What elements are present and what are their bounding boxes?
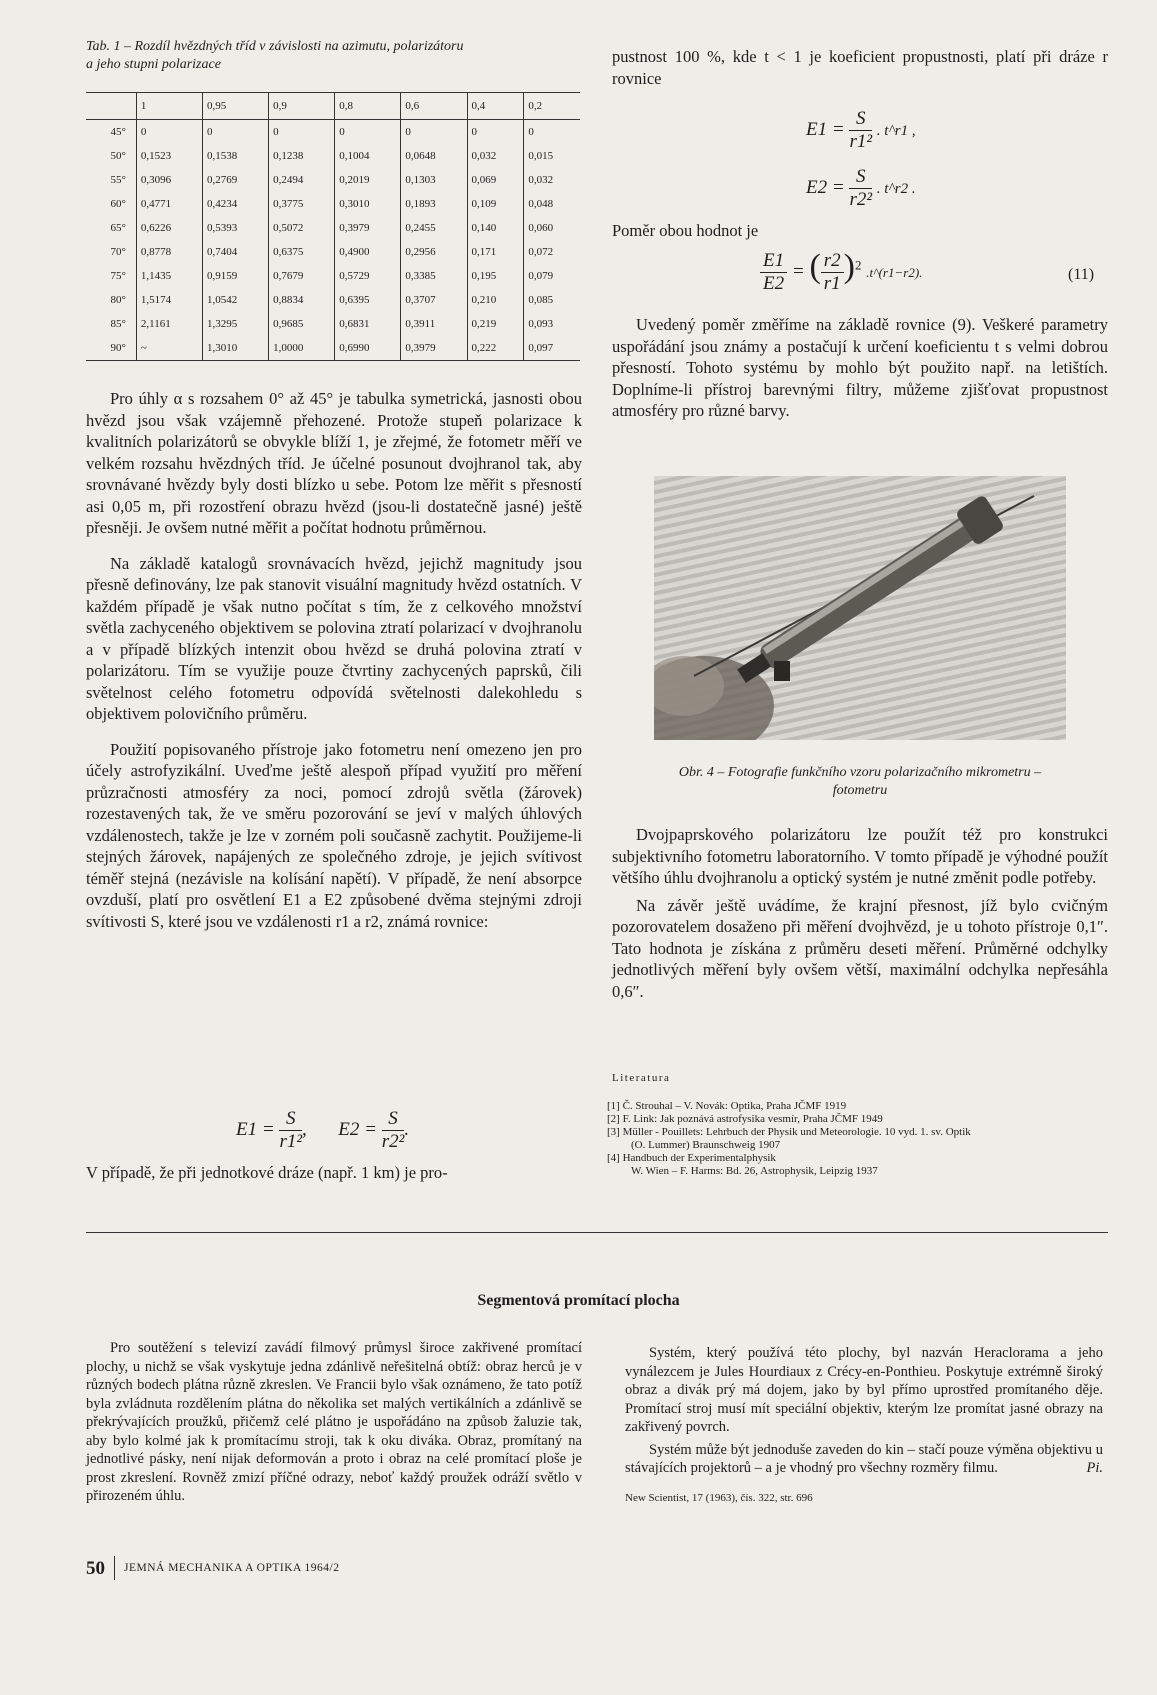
literature-item: [4] Handbuch der Experimentalphysik (607, 1152, 776, 1164)
table-header-cell: 0,4 (467, 93, 524, 120)
literature-item: [2] F. Link: Jak poznává astrofysika vesmír, Praha JČMF 1949 (607, 1113, 883, 1125)
table-cell: 0,210 (467, 288, 524, 312)
table-cell: 0,5072 (269, 216, 335, 240)
eq2-den: r2² (849, 189, 873, 210)
table-cell: 0,1004 (335, 144, 401, 168)
equation-illuminance (236, 1108, 476, 1160)
journal-name: JEMNÁ MECHANIKA A OPTIKA 1964/2 (124, 1562, 340, 1574)
table-cell: 0,3010 (335, 192, 401, 216)
table-cell: 0,9685 (269, 312, 335, 336)
table-row-label: 70° (110, 246, 126, 258)
table-row-label: 45° (110, 126, 126, 138)
table-cell: 0 (524, 120, 580, 145)
table-cell: 0,195 (467, 264, 524, 288)
table-cell: 0,3911 (401, 312, 467, 336)
eq-e1-lhs: E1 = (236, 1118, 275, 1140)
left-paragraph-3: Použití popisovaného přístroje jako fotometru není omezeno jen pro účely astrofyzikální. Uveďme ještě alespoň případ využití pro měření průzračnosti atmosféry za noci, pomocí zdrojů světla (žárovek) rozestavených tak, že ve směru pozorování se jeví v malých úhlových vzdálenostech, takže je lze v zorném poli současně zachytit. Použijeme-li stejných žárovek, napájených ze společného zdroje, je jejich svítivost téměř stejná (nezávisle na kolísání napětí). V případě, že není absorpce ovzduší, platí pro osvětlení E1 a E2 způsobené dvěma stejnými zdroji svítivosti S, které jsou ve vzdálenosti r1 a r2, známá rovnice: (86, 739, 582, 931)
table-cell: 1,1435 (136, 264, 202, 288)
table-header-cell: 0,95 (203, 93, 269, 120)
eq3-lhs-num: E1 (760, 250, 787, 273)
right-paragraph-3: Uvedený poměr změříme na základě rovnice (9). Veškeré parametry uspořádání jsou známy a postačují k určení koeficientu t s velmi dobrou přesností. Tohoto systému by mohlo být použito např. na letištích. Doplníme-li přístroj barevnými filtry, můžeme zjišťovat propustnost atmosféry pro různé barvy. (612, 315, 1108, 420)
eq1-num: S (849, 108, 872, 131)
equation-e2 (806, 166, 1046, 211)
table-cell: 0,6990 (335, 336, 401, 360)
table-cell: 0,219 (467, 312, 524, 336)
page-number: 50 (86, 1558, 105, 1579)
table-cell: 0,032 (524, 168, 580, 192)
table-header-row (86, 93, 580, 120)
table-cell: 0,3707 (401, 288, 467, 312)
article-source: New Scientist, 17 (1963), čís. 322, str. 696 (625, 1491, 813, 1504)
table-cell: 0,060 (524, 216, 580, 240)
equation-e1 (806, 108, 1046, 153)
table-cell: 1,3295 (203, 312, 269, 336)
table-cell: 0,4234 (203, 192, 269, 216)
table-body (86, 120, 580, 361)
eq-period: . (404, 1118, 410, 1140)
table-cell: 0,093 (524, 312, 580, 336)
table-cell: 0,048 (524, 192, 580, 216)
table-row-label: 85° (110, 318, 126, 330)
table-cell: 0,1538 (203, 144, 269, 168)
separator-rule (86, 1232, 1108, 1233)
table-cell: 1,5174 (136, 288, 202, 312)
figure-caption-line1: Obr. 4 – Fotografie funkčního vzoru polarizačního mikrometru – (678, 765, 1042, 780)
table-row (86, 216, 580, 240)
table-row (86, 312, 580, 336)
eq-e2-den: r2² (381, 1131, 405, 1152)
left-paragraph-1: Pro úhly α s rozsahem 0° až 45° je tabulka symetrická, jasnosti obou hvězd jsou však vzájemně přehozené. Protože stupeň polarizace k kvalitních polarizátorů se obvykle blíží 1, je zřejmé, že fotometr měří ve velkém rozsahu hvězdných tříd. Je účelné posunout dvojhranol tak, aby srovnávané hvězdy byly dosti blízko u sebe. Potom lze měřit s přesností asi 0,05 m, při rozostření obrazu hvězd (jsou-li dostatečně jasné) ještě přesněji. Je ovšem nutné měřit a počítat hodnotu průměrnou. (86, 389, 582, 537)
table-cell: 0,072 (524, 240, 580, 264)
table-row-label: 80° (110, 294, 126, 306)
article-right-paragraph-2-text: Systém může být jednoduše zaveden do kin – stačí pouze výměna objektivu u stávajících projektorů – a je vhodný pro všechny rozměry filmu. (625, 1441, 1103, 1476)
table-row-label: 50° (110, 150, 126, 162)
literature-item: W. Wien – F. Harms: Bd. 26, Astrophysik, Leipzig 1937 (631, 1165, 878, 1177)
article-right-column (625, 1344, 1103, 1504)
literature-item: [1] Č. Strouhal – V. Novák: Optika, Praha JČMF 1919 (607, 1100, 847, 1112)
table-cell: 0,6375 (269, 240, 335, 264)
table-row-label: 65° (110, 222, 126, 234)
eq3-tail: .t^(r1−r2). (866, 265, 923, 280)
eq1-den: r1² (849, 131, 873, 152)
eq-e1-num: S (279, 1108, 302, 1131)
table-cell: 1,0542 (203, 288, 269, 312)
table-cell: 0,4900 (335, 240, 401, 264)
table-cell: 0,2494 (269, 168, 335, 192)
table-cell: 0,1893 (401, 192, 467, 216)
figure-photo (654, 476, 1066, 740)
table-cell: ~ (136, 336, 202, 360)
eq2-num: S (849, 166, 872, 189)
table-row-label: 55° (110, 174, 126, 186)
table-cell: 0,2769 (203, 168, 269, 192)
equation-number: (11) (1068, 266, 1095, 283)
right-paragraph-4: Dvojpaprskového polarizátoru lze použít též pro konstrukci subjektivního fotometru laboratorního. V tomto případě je výhodné použít většího úhlu dvojhranolu a optický systém je nutné změnit podle potřeby. (612, 825, 1108, 887)
left-column (86, 388, 582, 932)
table-cell: 0 (136, 120, 202, 145)
table-cell: 0 (401, 120, 467, 145)
table-cell: 0,6226 (136, 216, 202, 240)
data-table (86, 93, 580, 360)
table-caption-line2: a jeho stupni polarizace (86, 57, 221, 72)
table-header-cell: 1 (136, 93, 202, 120)
table-cell: 0,015 (524, 144, 580, 168)
table-cell: 0,8778 (136, 240, 202, 264)
table-row-label: 90° (110, 342, 126, 354)
table-row (86, 168, 580, 192)
table-row-label: 75° (110, 270, 126, 282)
right-lower-text (612, 824, 1108, 1002)
literature-list (607, 1100, 1107, 1178)
table-cell: 0,079 (524, 264, 580, 288)
eq2-tail: . t^r2 . (876, 180, 916, 197)
table-header-cell (86, 93, 136, 120)
eq3-equals: = (791, 261, 805, 282)
table-header-cell: 0,9 (269, 93, 335, 120)
literature-item: (O. Lummer) Braunschweig 1907 (631, 1139, 781, 1151)
table-cell: 0,3979 (401, 336, 467, 360)
equation-ratio: $\frac{E1}{E2}$ = ( $\frac{r2}{r1}$ )$^2$ .t^(r1−r2). (760, 248, 1060, 295)
table-cell: 0,1238 (269, 144, 335, 168)
footer-divider (114, 1556, 115, 1580)
table-cell: 0,5393 (203, 216, 269, 240)
table-cell: 0,3979 (335, 216, 401, 240)
eq-e2-num: S (382, 1108, 405, 1131)
table-header-cell: 0,2 (524, 93, 580, 120)
table-cell: 0,222 (467, 336, 524, 360)
right-paragraph-2: Poměr obou hodnot je (612, 221, 759, 240)
table-header-cell: 0,8 (335, 93, 401, 120)
table-cell: 0,6395 (335, 288, 401, 312)
eq3-lhs-den: E2 (763, 273, 785, 295)
table-row (86, 240, 580, 264)
article-left-paragraph: Pro soutěžení s televizí zavádí filmový průmysl široce zakřivené promítací plochy, u nichž se však vyskytuje jedna zdánlivě neřešitelná obtíž: obraz herců je v různých bodech plátna různě zkreslen. Ve Francii bylo však oznámeno, že tato potíž byla zvládnuta rozdělením plátna do několika set malých vertikálních a zdánlivě se překrývajících proužků, přičemž celé plátno je uspořádáno na způsob žaluzie tak, aby bylo kolmé jak k promítacímu stroji, tak k oku diváka. Obraz, promítaný na jednotlivé pásky, není nijak deformován a proto i obraz na celé promítací ploše je prost zkreslení. Rovněž zmizí příčné odrazy, neboť každý proužek odráží světlo v přirozeném úhlu. (86, 1340, 582, 1504)
table-cell: 0,1523 (136, 144, 202, 168)
left-paragraph-4: V případě, že při jednotkové dráze (např. 1 km) je pro- (86, 1163, 448, 1182)
table-header-cell: 0,6 (401, 93, 467, 120)
left-paragraph-2: Na základě katalogů srovnávacích hvězd, jejichž magnitudy jsou přesně definovány, lze pak stanovit visuální magnitudy hvězd ostatních. V každém případě je však nutno počítat s tím, že z celkového množství světla zachyceného objektivem se polovina ztratí polarizací v dvojhranolu a v případě blízkých intenzit obou hvězd se druhá polovina ztratí v polarizátoru. Tím se využije pouze čtvrtiny zachycených paprsků, čili světelnost celého fotometru odpovídá světelnosti dalekohledu s objektivem polovičního průměru. (86, 553, 582, 723)
article-right-paragraph-1: Systém, který používá této plochy, byl nazván Heraclorama a jeho vynálezcem je Jules Hourdiaux z Crécy-en-Ponthieu. Poskytuje extrémně široký obraz a divák prý má dojem, jako by byl přímo uprostřed promítaného děje. Promítací stroj musí mít speciální objektiv, kterým lze promítat jasné obrazy na zakřivený povrch. (625, 1345, 1103, 1435)
table-cell: 0 (335, 120, 401, 145)
table-cell: 0,1303 (401, 168, 467, 192)
right-paragraph-5: Na závěr ještě uvádíme, že krajní přesnost, jíž bylo cvičným pozorovatelem dosaženo při měření dvojhvězd, je u tohoto přístroje 0,1″. Tato hodnota je získána z průměru deseti měření. Průměrné odchylky jednotlivých měření byly ovšem větší, maximální odchylka nepřesáhla 0,6″. (612, 895, 1108, 1001)
table-row (86, 120, 580, 145)
table-caption (86, 38, 606, 74)
figure-caption (612, 764, 1108, 800)
eq-e1-den: r1² (279, 1131, 303, 1152)
eq-e2-lhs: E2 = (338, 1118, 377, 1140)
table-cell: 0,085 (524, 288, 580, 312)
eq1-tail: . t^r1 , (876, 122, 916, 139)
table-cell: 0,2956 (401, 240, 467, 264)
table-cell: 0,2019 (335, 168, 401, 192)
table-cell: 0,069 (467, 168, 524, 192)
table-caption-line1: Tab. 1 – Rozdíl hvězdných tříd v závislosti na azimutu, polarizátoru (86, 39, 464, 54)
table-row-label: 60° (110, 198, 126, 210)
table-cell: 0,097 (524, 336, 580, 360)
table-cell: 0,2455 (401, 216, 467, 240)
table-cell: 0,171 (467, 240, 524, 264)
table-cell: 0 (467, 120, 524, 145)
eq3-ratio-den: r1 (823, 273, 841, 295)
table-cell: 0,109 (467, 192, 524, 216)
table-cell: 0,5729 (335, 264, 401, 288)
table-cell: 0,8834 (269, 288, 335, 312)
article-title: Segmentová promítací plocha (477, 1292, 680, 1309)
table-row (86, 264, 580, 288)
eq-comma: , (302, 1118, 307, 1140)
eq3-ratio-num: r2 (821, 250, 844, 273)
figure-caption-line2: fotometru (832, 783, 888, 798)
table-cell: 0,6831 (335, 312, 401, 336)
table-cell: 0,4771 (136, 192, 202, 216)
table-cell: 0,3385 (401, 264, 467, 288)
eq2-lhs: E2 = (806, 176, 845, 198)
article-signature: Pi. (1086, 1460, 1103, 1476)
table-row (86, 192, 580, 216)
eq1-lhs: E1 = (806, 118, 845, 140)
literature-heading: Literatura (612, 1072, 671, 1084)
table-cell: 0,7679 (269, 264, 335, 288)
table-cell: 0,140 (467, 216, 524, 240)
data-table-wrap (86, 92, 580, 361)
literature-item: [3] Müller - Pouillets: Lehrbuch der Physik und Meteorologie. 10 vyd. 1. sv. Optik (607, 1126, 971, 1138)
table-cell: 0,3096 (136, 168, 202, 192)
table-cell: 0,9159 (203, 264, 269, 288)
table-cell: 0,0648 (401, 144, 467, 168)
table-cell: 1,3010 (203, 336, 269, 360)
table-cell: 2,1161 (136, 312, 202, 336)
table-cell: 1,0000 (269, 336, 335, 360)
table-row (86, 288, 580, 312)
right-paragraph-1: pustnost 100 %, kde t < 1 je koeficient propustnosti, platí při dráze r rovnice (612, 47, 1108, 88)
table-cell: 0 (203, 120, 269, 145)
table-cell: 0,7404 (203, 240, 269, 264)
table-row (86, 336, 580, 360)
article-right-paragraph-2 (625, 1441, 1103, 1478)
table-cell: 0,032 (467, 144, 524, 168)
table-cell: 0,3775 (269, 192, 335, 216)
table-row (86, 144, 580, 168)
table-cell: 0 (269, 120, 335, 145)
photometer-photo-illustration (654, 476, 1066, 740)
